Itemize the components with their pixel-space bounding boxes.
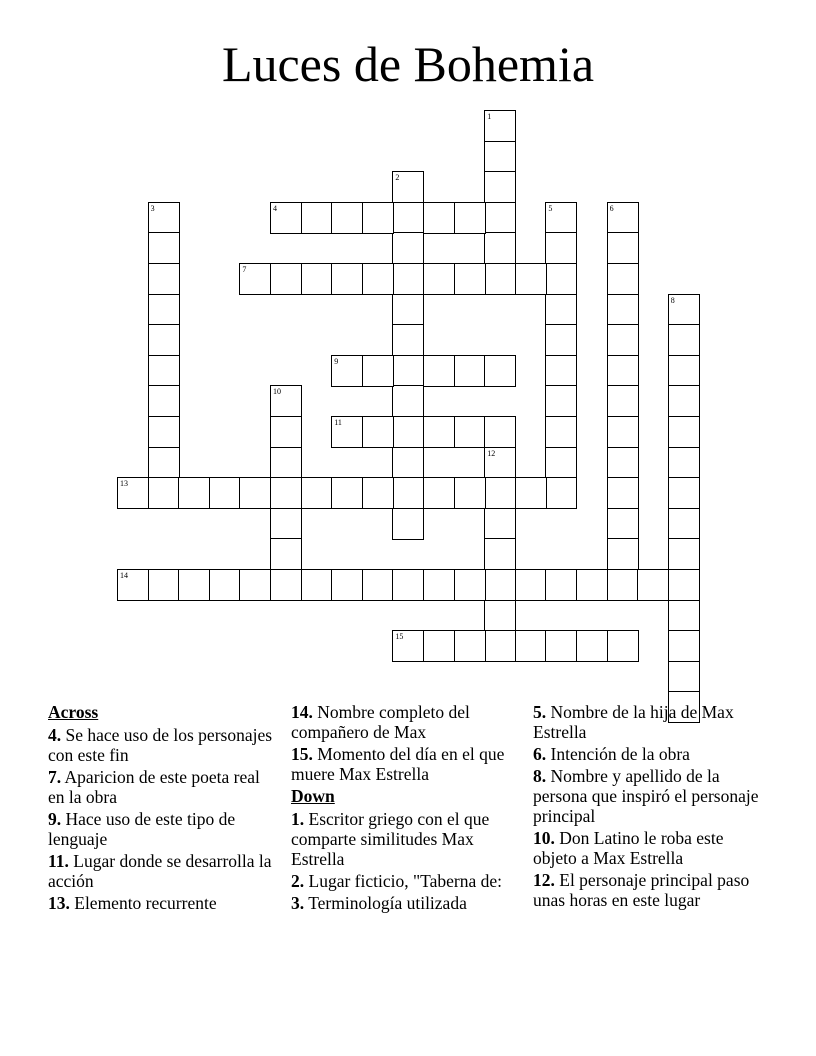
grid-cell[interactable]	[454, 477, 486, 509]
grid-cell[interactable]	[607, 630, 639, 662]
grid-cell[interactable]	[484, 263, 516, 295]
grid-cell[interactable]	[423, 569, 455, 601]
grid-cell[interactable]	[607, 569, 639, 601]
clue-text: Intención de la obra	[550, 744, 690, 764]
grid-cell[interactable]	[484, 110, 516, 142]
grid-cell[interactable]	[270, 447, 302, 479]
grid-cell[interactable]	[576, 569, 608, 601]
grid-cell[interactable]	[668, 508, 700, 540]
grid-cell[interactable]	[454, 630, 486, 662]
clue-text: Nombre y apellido de la persona que inspiró el personaje principal	[533, 766, 759, 826]
clue-down-10	[533, 828, 765, 868]
clue-across-15	[291, 744, 523, 784]
grid-cell[interactable]	[515, 630, 547, 662]
grid-cell[interactable]	[362, 477, 394, 509]
grid-cell[interactable]	[668, 661, 700, 693]
clue-number-label: 2	[395, 173, 400, 183]
grid-cell[interactable]	[178, 477, 210, 509]
grid-cell[interactable]	[362, 355, 394, 387]
clue-number-label: 8	[670, 295, 675, 305]
grid-cell[interactable]	[148, 294, 180, 326]
grid-cell[interactable]	[301, 477, 333, 509]
grid-cell[interactable]	[331, 569, 363, 601]
grid-cell[interactable]	[270, 202, 302, 234]
grid-cell[interactable]	[515, 477, 547, 509]
grid-cell[interactable]	[454, 355, 486, 387]
clue-text: Aparicion de este poeta real en la obra	[48, 767, 260, 807]
clue-number: 11.	[48, 851, 69, 871]
grid-cell[interactable]	[148, 477, 180, 509]
clue-number-label: 10	[273, 387, 281, 397]
grid-cell[interactable]	[362, 569, 394, 601]
grid-cell[interactable]	[484, 538, 516, 570]
grid-cell[interactable]	[392, 202, 424, 234]
clue-text: Lugar ficticio, "Taberna de:	[308, 871, 502, 891]
grid-cell[interactable]	[545, 630, 577, 662]
clue-number-label: 13	[120, 479, 128, 489]
grid-cell[interactable]	[392, 416, 424, 448]
grid-cell[interactable]	[423, 355, 455, 387]
grid-cell[interactable]	[545, 232, 577, 264]
clue-text: Momento del día en el que muere Max Estrella	[291, 744, 505, 784]
grid-cell[interactable]	[607, 232, 639, 264]
clue-down-8	[533, 766, 765, 826]
grid-cell[interactable]	[484, 630, 516, 662]
grid-cell[interactable]	[545, 202, 577, 234]
puzzle-title: Luces de Bohemia	[221, 36, 595, 92]
grid-cell[interactable]	[148, 416, 180, 448]
across-heading: Across	[48, 702, 99, 722]
grid-cell[interactable]	[392, 630, 424, 662]
grid-cell[interactable]	[239, 263, 271, 295]
grid-cell[interactable]	[545, 263, 577, 295]
grid-cell[interactable]	[392, 355, 424, 387]
grid-cell[interactable]	[270, 569, 302, 601]
grid-cell[interactable]	[331, 416, 363, 448]
clue-text: Lugar donde se desarrolla la acción	[48, 851, 272, 891]
clue-number: 9.	[48, 809, 62, 829]
grid-cell[interactable]	[392, 569, 424, 601]
grid-cell[interactable]	[454, 416, 486, 448]
clue-down-3	[291, 893, 523, 913]
grid-cell[interactable]	[668, 294, 700, 326]
grid-cell[interactable]	[117, 477, 149, 509]
grid-cell[interactable]	[392, 447, 424, 479]
clue-text: El personaje principal paso unas horas en este lugar	[533, 870, 750, 910]
clue-text: Se hace uso de los personajes con este fin	[48, 725, 273, 765]
clue-number-label: 3	[150, 203, 155, 213]
clue-down-5	[533, 702, 765, 742]
clue-number-label: 4	[273, 203, 277, 213]
clue-number: 13.	[48, 893, 70, 913]
grid-cell[interactable]	[392, 477, 424, 509]
clue-number-label: 6	[609, 203, 614, 213]
grid-cell[interactable]	[301, 569, 333, 601]
grid-cell[interactable]	[239, 477, 271, 509]
clue-number: 12.	[533, 870, 555, 890]
clue-number: 1.	[291, 809, 305, 829]
grid-cell[interactable]	[423, 263, 455, 295]
clue-text: Hace uso de este tipo de lenguaje	[48, 809, 236, 849]
clue-text: Nombre completo del compañero de Max	[291, 702, 470, 742]
grid-cell[interactable]	[607, 355, 639, 387]
clue-number: 3.	[291, 893, 305, 913]
grid-cell[interactable]	[148, 232, 180, 264]
clue-text: Nombre de la hija de Max Estrella	[533, 702, 734, 742]
grid-cell[interactable]	[301, 263, 333, 295]
clue-text: Escritor griego con el que comparte similitudes Max Estrella	[291, 809, 490, 869]
grid-cell[interactable]	[301, 202, 333, 234]
grid-cell[interactable]	[239, 569, 271, 601]
clue-number: 4.	[48, 725, 62, 745]
down-heading: Down	[291, 786, 335, 806]
clue-down-6	[533, 744, 765, 764]
grid-cell[interactable]	[270, 263, 302, 295]
grid-cell[interactable]	[668, 385, 700, 417]
clue-number-label: 15	[395, 632, 404, 642]
clue-number: 14.	[291, 702, 313, 722]
grid-cell[interactable]	[392, 385, 424, 417]
clue-across-4	[48, 725, 280, 765]
grid-cell[interactable]	[607, 477, 639, 509]
clues-column-1	[48, 702, 280, 915]
grid-cell[interactable]	[668, 569, 700, 601]
grid-cell[interactable]	[331, 263, 363, 295]
grid-cell[interactable]	[362, 416, 394, 448]
grid-cell[interactable]	[423, 477, 455, 509]
clue-across-13	[48, 893, 280, 913]
clue-number: 7.	[48, 767, 62, 787]
grid-cell[interactable]	[362, 202, 394, 234]
grid-cell[interactable]	[668, 324, 700, 356]
grid-cell[interactable]	[484, 171, 516, 203]
grid-cell[interactable]	[392, 294, 424, 326]
clue-number-label: 5	[548, 203, 553, 213]
grid-cell[interactable]	[270, 416, 302, 448]
clue-number-label: 14	[120, 571, 128, 580]
grid-cell[interactable]	[148, 202, 180, 234]
grid-cell[interactable]	[607, 538, 639, 570]
clue-across-11	[48, 851, 280, 891]
grid-cell[interactable]	[270, 538, 302, 570]
grid-cell[interactable]	[270, 508, 302, 540]
grid-cell[interactable]	[178, 569, 210, 601]
grid-cell[interactable]	[637, 569, 669, 601]
grid-cell[interactable]	[545, 385, 577, 417]
grid-cell[interactable]	[607, 385, 639, 417]
clue-across-7	[48, 767, 280, 807]
grid-cell[interactable]	[668, 538, 700, 570]
grid-cell[interactable]	[545, 355, 577, 387]
clue-down-12	[533, 870, 765, 910]
grid-cell[interactable]	[515, 263, 547, 295]
clue-text: Don Latino le roba este objeto a Max Estrella	[533, 828, 724, 868]
clue-number-label: 9	[334, 356, 339, 366]
clue-number: 5.	[533, 702, 547, 722]
grid-cell[interactable]	[607, 202, 639, 234]
clue-number-label: 12	[487, 448, 496, 458]
clue-down-1	[291, 809, 523, 869]
clues-column-2	[291, 702, 523, 915]
grid-cell[interactable]	[607, 324, 639, 356]
grid-cell[interactable]	[484, 416, 516, 448]
grid-cell[interactable]	[484, 569, 516, 601]
grid-cell[interactable]	[454, 202, 486, 234]
grid-cell[interactable]	[209, 569, 241, 601]
clue-number: 6.	[533, 744, 547, 764]
grid-cell[interactable]	[392, 263, 424, 295]
grid-cell[interactable]	[484, 508, 516, 540]
grid-cell[interactable]	[668, 477, 700, 509]
clue-text: Terminología utilizada	[308, 893, 467, 913]
grid-cell[interactable]	[392, 324, 424, 356]
grid-cell[interactable]	[484, 355, 516, 387]
clue-number: 15.	[291, 744, 313, 764]
grid-cell[interactable]	[668, 630, 700, 662]
clue-number-label: 11	[334, 418, 342, 427]
clue-number: 2.	[291, 871, 305, 891]
grid-cell[interactable]	[209, 477, 241, 509]
clue-down-2	[291, 871, 523, 891]
clue-number-label: 1	[487, 112, 492, 121]
grid-cell[interactable]	[484, 232, 516, 264]
grid-cell[interactable]	[545, 569, 577, 601]
grid-cell[interactable]	[607, 263, 639, 295]
grid-cell[interactable]	[331, 355, 363, 387]
clues-column-3	[533, 702, 765, 912]
grid-cell[interactable]	[484, 447, 516, 479]
grid-cell[interactable]	[545, 477, 577, 509]
grid-cell[interactable]	[484, 477, 516, 509]
clue-across-14	[291, 702, 523, 742]
grid-cell[interactable]	[331, 477, 363, 509]
grid-cell[interactable]	[668, 355, 700, 387]
grid-cell[interactable]	[148, 355, 180, 387]
grid-cell[interactable]	[148, 569, 180, 601]
grid-cell[interactable]	[423, 416, 455, 448]
grid-cell[interactable]	[545, 294, 577, 326]
grid-cell[interactable]	[148, 263, 180, 295]
grid-cell[interactable]	[117, 569, 149, 601]
grid-cell[interactable]	[607, 416, 639, 448]
clue-number-label: 7	[242, 265, 247, 274]
grid-cell[interactable]	[392, 508, 424, 540]
grid-cell[interactable]	[148, 447, 180, 479]
clue-number: 8.	[533, 766, 547, 786]
grid-cell[interactable]	[454, 263, 486, 295]
grid-cell[interactable]	[668, 447, 700, 479]
grid-cell[interactable]	[454, 569, 486, 601]
grid-cell[interactable]	[331, 202, 363, 234]
grid-cell[interactable]	[607, 294, 639, 326]
grid-cell[interactable]	[423, 630, 455, 662]
grid-cell[interactable]	[392, 232, 424, 264]
grid-cell[interactable]	[423, 202, 455, 234]
clue-number: 10.	[533, 828, 555, 848]
grid-cell[interactable]	[668, 416, 700, 448]
grid-cell[interactable]	[607, 447, 639, 479]
grid-cell[interactable]	[484, 202, 516, 234]
clue-across-9	[48, 809, 280, 849]
grid-cell[interactable]	[270, 477, 302, 509]
grid-cell[interactable]	[270, 385, 302, 417]
grid-cell[interactable]	[148, 324, 180, 356]
grid-cell[interactable]	[668, 600, 700, 632]
grid-cell[interactable]	[484, 600, 516, 632]
grid-cell[interactable]	[148, 385, 180, 417]
grid-cell[interactable]	[484, 141, 516, 173]
grid-cell[interactable]	[607, 508, 639, 540]
grid-cell[interactable]	[545, 416, 577, 448]
grid-cell[interactable]	[545, 447, 577, 479]
grid-cell[interactable]	[576, 630, 608, 662]
grid-cell[interactable]	[515, 569, 547, 601]
grid-cell[interactable]	[545, 324, 577, 356]
clue-text: Elemento recurrente	[74, 893, 217, 913]
grid-cell[interactable]	[362, 263, 394, 295]
grid-cell[interactable]	[392, 171, 424, 203]
